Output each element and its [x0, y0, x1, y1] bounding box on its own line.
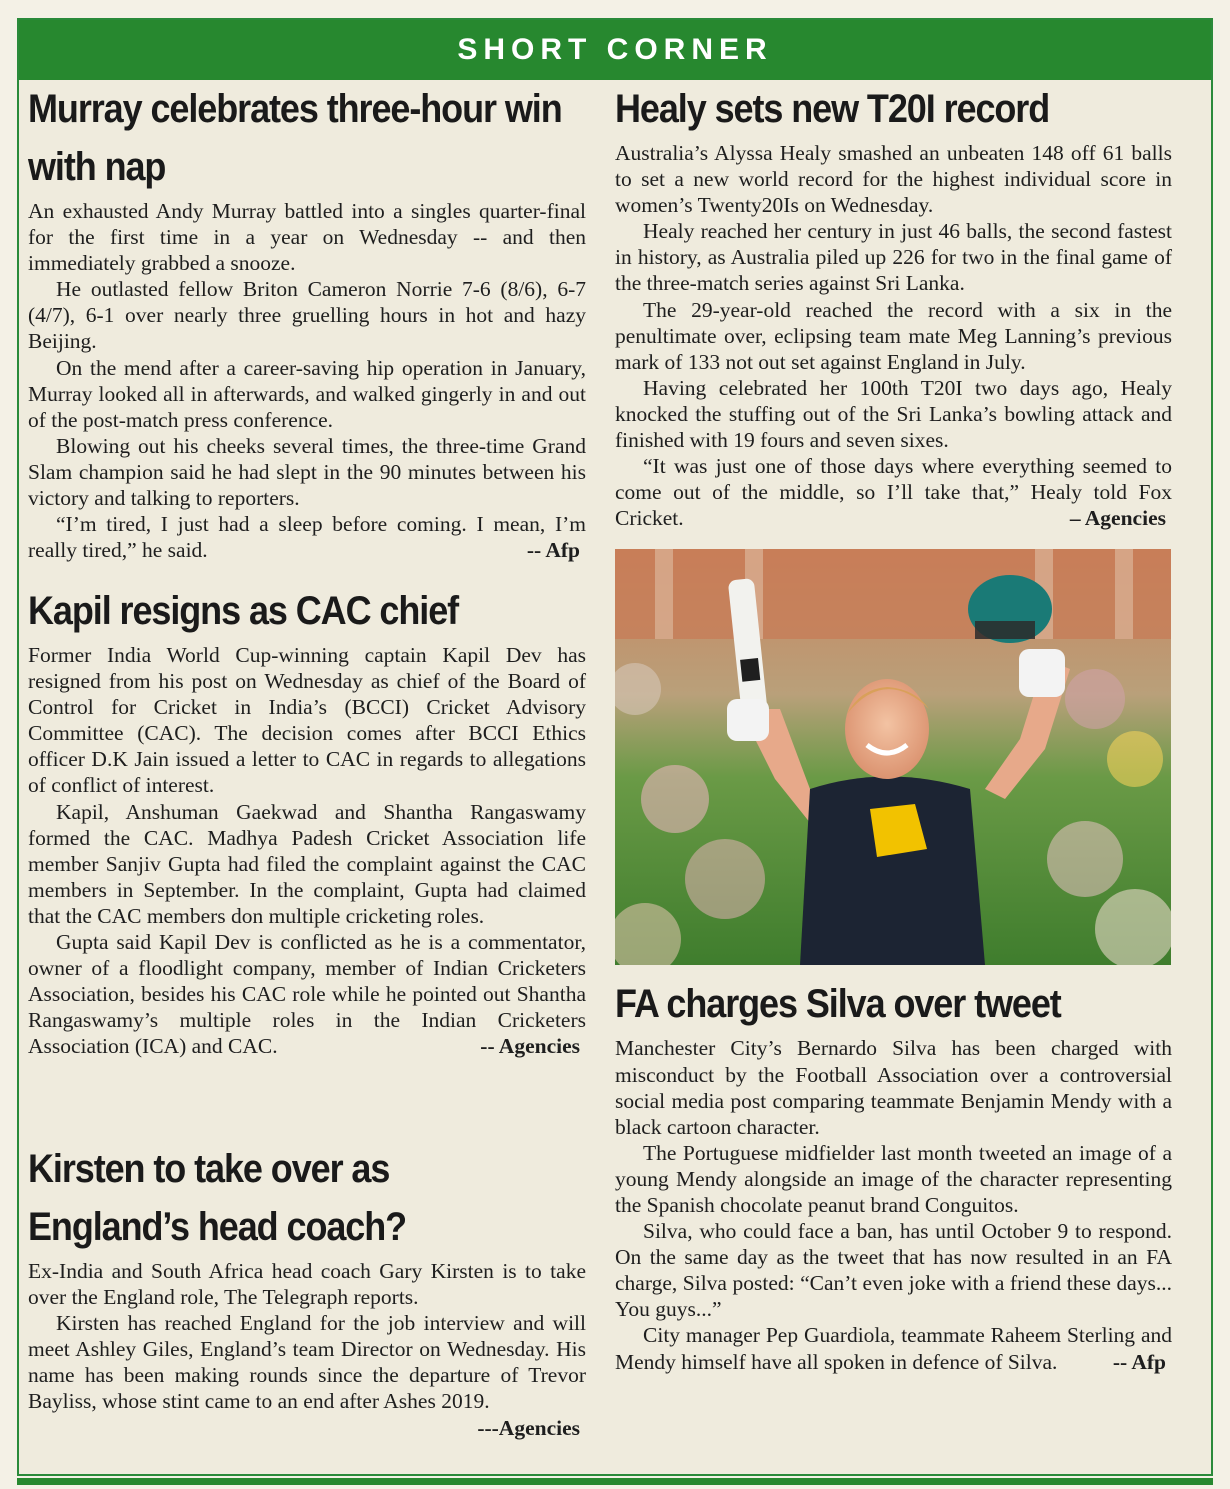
paragraph: Australia’s Alyssa Healy smashed an unbeaten 148 off 61 balls to set a new world record for the highest individual score in women’s Twenty20Is on Wednesday.: [615, 141, 1172, 218]
paragraph: “It was just one of those days where everything seemed to come out of the middle, so I’ll take that,” Healy told Fox Cricket. – Agencies: [615, 454, 1172, 531]
article-murray: [28, 80, 586, 582]
article-kirsten: [28, 1140, 586, 1440]
article-body: [615, 1035, 1172, 1374]
byline: -- Afp: [1112, 1349, 1166, 1374]
paragraph: Gupta said Kapil Dev is conflicted as he is a commentator, owner of a floodlight company, member of Indian Cricketers Association, besides his CAC role while he pointed out Shantha Rangaswamy’s multiple roles in the Indian Cricketers Association (ICA) and CAC. -- Agencies: [28, 930, 586, 1059]
article-body: [28, 642, 586, 1060]
article-healy: [615, 80, 1172, 531]
byline: ---Agencies: [477, 1415, 580, 1440]
paragraph: “I’m tired, I just had a sleep before coming. I mean, I’m really tired,” he said. -- Afp: [28, 512, 586, 563]
paragraph: Manchester City’s Bernardo Silva has been charged with misconduct by the Football Association over a controversial social media post comparing teammate Benjamin Mendy with a black cartoon character.: [615, 1036, 1172, 1139]
paragraph: Kapil, Anshuman Gaekwad and Shantha Rangaswamy formed the CAC. Madhya Padesh Cricket Association life member Sanjiv Gupta had filed the complaint against the CAC members in September. In the complaint, Gupta had claimed that the CAC members don multiple cricketing roles.: [28, 799, 586, 928]
headline-kapil: Kapil resigns as CAC chief: [28, 589, 459, 633]
paragraph: Having celebrated her 100th T20I two days ago, Healy knocked the stuffing out of the Sri Lanka’s bowling attack and finished with 19 fours and seven sixes.: [615, 375, 1172, 453]
right-column: [615, 80, 1172, 1375]
cricketer-photo: [615, 549, 1171, 965]
headline-healy: Healy sets new T20I record: [615, 87, 1050, 131]
left-column: [28, 80, 586, 1441]
byline: -- Agencies: [480, 1034, 580, 1059]
paragraph: City manager Pep Guardiola, teammate Raheem Sterling and Mendy himself have all spoken in defence of Silva. -- Afp: [615, 1323, 1172, 1374]
headline-silva: FA charges Silva over tweet: [615, 982, 1061, 1027]
paragraph: Former India World Cup-winning captain Kapil Dev has resigned from his post on Wednesday as chief of the Board of Control for Cricket in India’s (BCCI) Cricket Advisory Committee (CAC). The decision comes after BCCI Ethics officer D.K Jain issued a letter to CAC in regards to allegations of conflict of interest.: [28, 643, 586, 798]
paragraph: Healy reached her century in just 46 balls, the second fastest in history, as Australia piled up 226 for two in the final game of the three-match series against Sri Lanka.: [615, 219, 1172, 296]
photo-illustration: [615, 549, 1171, 965]
article-kapil: [28, 582, 586, 1140]
paragraph: Silva, who could face a ban, has until October 9 to respond. On the same day as the tweet that has now resulted in an FA charge, Silva posted: “Can’t even joke with a friend these days... You guys...”: [615, 1219, 1172, 1322]
paragraph: The Portuguese midfielder last month tweeted an image of a young Mendy alongside an image of the character representing the Spanish chocolate peanut brand Conguitos.: [615, 1140, 1172, 1217]
section-header: [19, 20, 1211, 80]
paragraph: An exhausted Andy Murray battled into a singles quarter-final for the first time in a year on Wednesday -- and then immediately grabbed a snooze.: [28, 199, 586, 276]
paragraph: Blowing out his cheeks several times, the three-time Grand Slam champion said he had slept in the 90 minutes between his victory and talking to reporters.: [28, 433, 586, 511]
paragraph: On the mend after a career-saving hip operation in January, Murray looked all in afterwards, and walked gingerly in and out of the post-match press conference.: [28, 355, 586, 432]
headline-murray: Murray celebrates three-hour win with nap: [28, 87, 562, 189]
article-body: [28, 198, 586, 563]
headline-kirsten: Kirsten to take over as England’s head coach?: [28, 1147, 407, 1249]
paragraph: Ex-India and South Africa head coach Gary Kirsten is to take over the England role, The Telegraph reports.: [28, 1259, 586, 1310]
bottom-rule: [17, 1478, 1213, 1485]
article-body: [28, 1258, 586, 1440]
byline: – Agencies: [1069, 506, 1166, 531]
paragraph: He outlasted fellow Briton Cameron Norrie 7-6 (8/6), 6-7 (4/7), 6-1 over nearly three gruelling hours in hot and hazy Beijing.: [28, 277, 586, 354]
byline: -- Afp: [526, 538, 580, 563]
paragraph: The 29-year-old reached the record with a six in the penultimate over, eclipsing team mate Meg Lanning’s previous mark of 133 not out set against England in July.: [615, 297, 1172, 374]
article-body: [615, 140, 1172, 531]
section-title: SHORT CORNER: [457, 33, 773, 66]
article-silva: [615, 975, 1172, 1374]
paragraph: Kirsten has reached England for the job interview and will meet Ashley Giles, England’s team Director on Wednesday. His name has been making rounds since the departure of Trevor Bayliss, whose stint came to an end after Ashes 2019. ---Agencies: [28, 1311, 586, 1440]
